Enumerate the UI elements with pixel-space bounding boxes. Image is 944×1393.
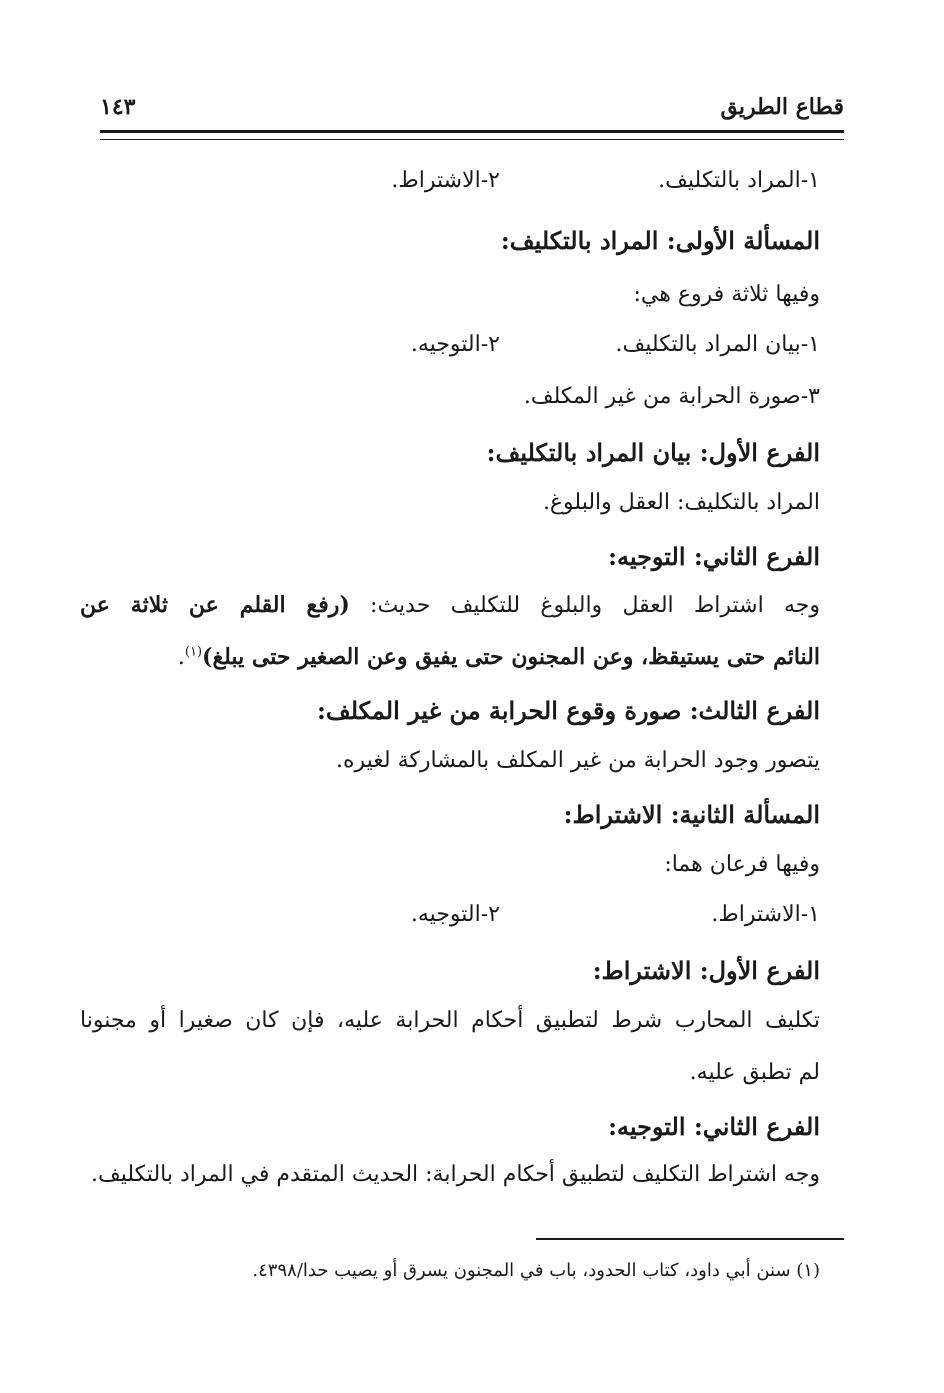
paragraph-line bbox=[80, 592, 820, 618]
list-item: ١-بيان المراد بالتكليف. bbox=[615, 332, 820, 357]
list-line bbox=[80, 332, 820, 357]
list-line bbox=[80, 902, 820, 927]
paragraph-line: وفيها فرعان هما: bbox=[664, 852, 820, 877]
list-item: ١-الاشتراط. bbox=[711, 902, 820, 927]
hadith-quote: (رفع القلم عن ثلاثة عن bbox=[80, 592, 350, 618]
subsection-heading: الفرع الثالث: صورة وقوع الحرابة من غير المكلف: bbox=[316, 696, 820, 725]
paragraph-line: تكليف المحارب شرط لتطبيق أحكام الحرابة عليه، فإن كان صغيرا أو مجنونا bbox=[80, 1008, 820, 1033]
paragraph-line: لم تطبق عليه. bbox=[689, 1060, 820, 1085]
page-number: ١٤٣ bbox=[100, 94, 136, 120]
footnote-marker: (١) bbox=[184, 644, 203, 660]
running-title: قطاع الطريق bbox=[720, 94, 844, 120]
paragraph-line bbox=[80, 644, 820, 670]
paragraph-line: المراد بالتكليف: العقل والبلوغ. bbox=[542, 490, 820, 515]
list-item: ٢-التوجيه. bbox=[410, 332, 500, 357]
paragraph-line: يتصور وجود الحرابة من غير المكلف بالمشاركة لغيره. bbox=[336, 748, 820, 773]
header-rule bbox=[100, 130, 844, 140]
list-item: ١-المراد بالتكليف. bbox=[658, 168, 820, 193]
subsection-heading: الفرع الأول: بيان المراد بالتكليف: bbox=[486, 438, 820, 467]
footnote-rule bbox=[536, 1238, 844, 1240]
period: . bbox=[177, 645, 185, 670]
list-line bbox=[80, 168, 820, 193]
subsection-heading: الفرع الثاني: التوجيه: bbox=[608, 542, 820, 571]
subsection-heading: الفرع الثاني: التوجيه: bbox=[608, 1112, 820, 1141]
subsection-heading: الفرع الأول: الاشتراط: bbox=[592, 956, 820, 985]
list-item: ٢-التوجيه. bbox=[410, 902, 500, 927]
section-heading: المسألة الثانية: الاشتراط: bbox=[563, 800, 820, 829]
footnote: (١) سنن أبي داود، كتاب الحدود، باب في المجنون يسرق أو يصيب حدا/٤٣٩٨. bbox=[252, 1260, 820, 1281]
hadith-quote: النائم حتى يستيقظ، وعن المجنون حتى يفيق وعن الصغير حتى يبلغ) bbox=[202, 644, 820, 670]
page-header bbox=[100, 92, 844, 132]
paragraph-line: وجه اشتراط التكليف لتطبيق أحكام الحرابة: الحديث المتقدم في المراد بالتكليف. bbox=[90, 1162, 820, 1187]
section-heading: المسألة الأولى: المراد بالتكليف: bbox=[500, 226, 820, 255]
paragraph-text: وجه اشتراط العقل والبلوغ للتكليف حديث: bbox=[370, 593, 820, 618]
list-item: ٣-صورة الحرابة من غير المكلف. bbox=[523, 384, 820, 409]
list-item: ٢-الاشتراط. bbox=[391, 168, 500, 193]
paragraph-line: وفيها ثلاثة فروع هي: bbox=[633, 282, 820, 307]
